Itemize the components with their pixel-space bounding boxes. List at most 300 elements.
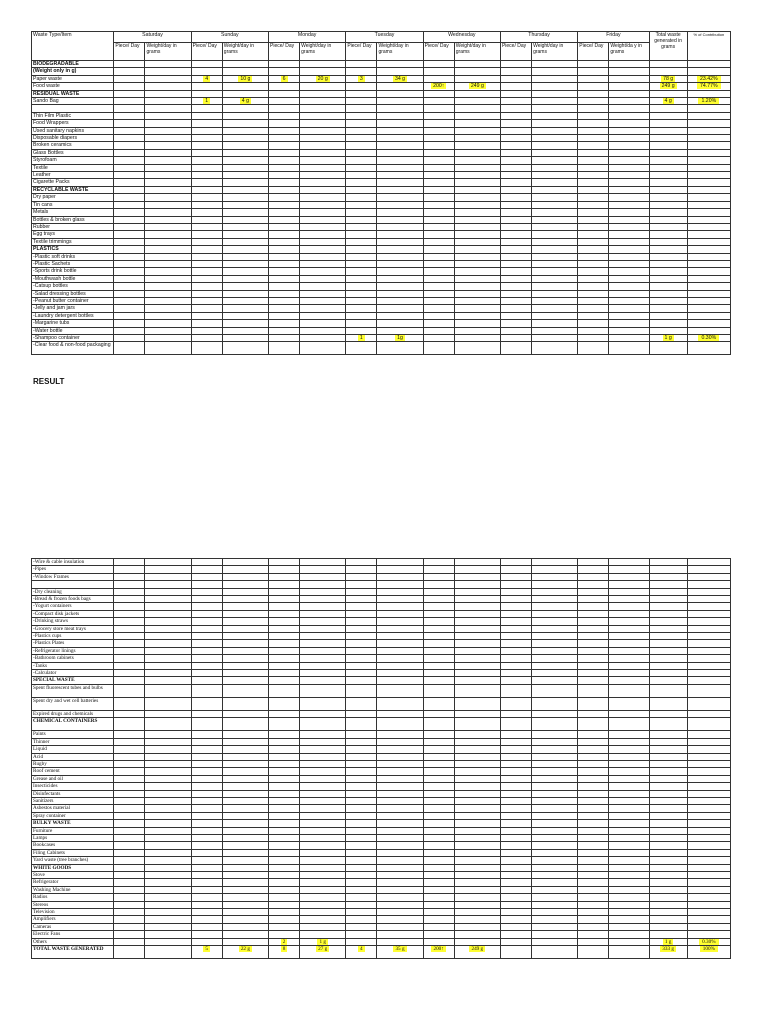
weight-cell [532,335,578,342]
weight-cell [377,209,423,216]
piece-cell [191,83,222,90]
pct-cell [687,305,730,312]
pct-cell [687,335,730,342]
piece-cell [346,738,377,745]
piece-cell [114,923,145,930]
piece-cell [423,783,454,790]
piece-cell [346,879,377,886]
weight-cell [532,864,578,871]
weight-cell [377,618,423,625]
weight-cell [145,90,191,97]
piece-cell [191,677,222,684]
piece-cell [268,768,299,775]
item-label: Amplifiers [32,916,114,923]
table-row [32,834,731,841]
weight-cell [145,931,191,938]
piece-cell [346,603,377,610]
weight-cell [222,68,268,75]
piece-cell [114,127,145,134]
weight-cell [377,633,423,640]
weight-cell [377,768,423,775]
weight-cell [609,783,649,790]
weight-cell [300,618,346,625]
piece-cell [191,697,222,710]
piece-cell [500,164,531,171]
item-label: Cameras [32,923,114,930]
piece-cell [346,849,377,856]
piece-cell [500,335,531,342]
weight-cell [532,805,578,812]
weight-cell [145,112,191,119]
piece-cell [500,246,531,253]
table-row [32,783,731,790]
piece-cell [191,827,222,834]
piece-cell [114,677,145,684]
weight-cell [609,283,649,290]
weight-cell [222,938,268,945]
piece-cell [269,90,300,97]
piece-cell [114,573,145,580]
weight-cell [609,238,649,245]
weight-cell [609,760,649,767]
piece-cell [346,312,377,319]
piece-cell [423,857,454,864]
weight-cell [145,105,191,112]
weight-cell [532,684,578,697]
piece-cell [578,618,609,625]
weight-cell [609,879,649,886]
piece-cell [578,290,609,297]
category-row [32,820,731,827]
weight-cell [532,290,578,297]
piece-cell [578,625,609,632]
piece-cell [268,697,299,710]
weight-cell [377,596,423,603]
piece-cell [269,186,300,193]
weight-cell [609,127,649,134]
piece-cell [578,684,609,697]
total-cell [649,812,687,819]
piece-cell [268,864,299,871]
weight-cell [377,260,423,267]
piece-cell [346,127,377,134]
weight-cell [222,312,268,319]
total-cell [649,305,687,312]
piece-cell [346,223,377,230]
total-cell [649,760,687,767]
piece-cell [268,820,299,827]
item-label: Paints [32,731,114,738]
item-label: -Pipes [32,566,114,573]
piece-cell [114,559,145,566]
piece-cell [346,201,377,208]
weight-cell [222,588,268,595]
pct-cell [687,327,730,334]
weight-cell [377,164,423,171]
weight-cell [532,662,578,669]
item-label: -Peanut butter container [32,297,114,304]
piece-cell [578,797,609,804]
piece-cell [269,149,300,156]
table-row [32,827,731,834]
piece-cell [578,260,609,267]
pct-cell [687,662,730,669]
weight-cell [609,618,649,625]
piece-cell [500,655,531,662]
total-cell [649,753,687,760]
weight-cell [454,872,500,879]
pct-cell [687,588,730,595]
total-cell [649,938,687,945]
piece-cell [423,834,454,841]
weight-cell [145,797,191,804]
piece-cell [191,105,222,112]
weight-cell [222,790,268,797]
weight-cell [145,283,191,290]
piece-cell [578,610,609,617]
piece-cell [268,633,299,640]
piece-cell [578,573,609,580]
weight-cell [145,677,191,684]
weight-cell [454,112,500,119]
piece-cell [346,775,377,782]
waste-table-top [31,31,731,355]
pct-cell [687,135,730,142]
pct-cell [687,253,730,260]
item-label: Styrofoam [32,157,114,164]
piece-cell [423,90,454,97]
item-label: -Plastic Sachets [32,260,114,267]
weight-cell [377,201,423,208]
piece-cell [191,209,222,216]
weight-cell [300,342,346,355]
pct-cell [687,179,730,186]
weight-cell [222,746,268,753]
weight-header: Weight/day in grams [532,42,578,60]
weight-cell [532,938,578,945]
piece-cell [346,640,377,647]
piece-cell [191,231,222,238]
total-cell [649,603,687,610]
piece-cell [500,194,531,201]
weight-cell [532,768,578,775]
piece-cell [269,246,300,253]
total-cell [649,320,687,327]
weight-cell [145,610,191,617]
weight-cell [454,760,500,767]
value-highlight: 200↑ [433,946,444,953]
piece-cell [500,834,531,841]
weight-cell [145,710,191,717]
weight-cell [609,731,649,738]
weight-cell [222,573,268,580]
weight-cell [300,112,346,119]
total-cell [649,849,687,856]
weight-cell [145,201,191,208]
pct-cell [687,790,730,797]
piece-cell [191,135,222,142]
weight-cell [532,305,578,312]
piece-cell [423,194,454,201]
weight-cell [454,238,500,245]
piece-cell [114,61,145,68]
weight-cell [609,738,649,745]
piece-cell [500,718,531,731]
total-cell [649,684,687,697]
pct-cell [687,596,730,603]
piece-cell [346,135,377,142]
weight-cell [454,916,500,923]
piece-cell [268,738,299,745]
weight-cell [532,588,578,595]
piece-cell [500,842,531,849]
piece-cell [191,172,222,179]
piece-cell [578,283,609,290]
piece-cell [423,201,454,208]
total-cell [649,260,687,267]
item-label: -Laundry detergent bottles [32,312,114,319]
item-label: -Salad dressing bottles [32,290,114,297]
weight-cell [377,797,423,804]
weight-cell [300,872,346,879]
piece-cell [268,618,299,625]
weight-cell [377,312,423,319]
piece-cell [578,655,609,662]
weight-cell [145,223,191,230]
piece-cell [423,655,454,662]
table-row [32,931,731,938]
weight-cell [454,179,500,186]
item-label: -Margarine tubs [32,320,114,327]
item-label: Sando Bag [32,98,114,105]
item-label: Yard waste (tree branches) [32,857,114,864]
table-row [32,805,731,812]
piece-cell [346,246,377,253]
piece-cell [423,662,454,669]
piece-cell [346,670,377,677]
piece-cell [269,216,300,223]
piece-cell [346,149,377,156]
weight-cell [222,662,268,669]
weight-cell [300,312,346,319]
piece-cell [500,697,531,710]
item-label: -Bread & frozen foods bags [32,596,114,603]
total-cell [649,216,687,223]
piece-cell [578,768,609,775]
piece-cell [114,297,145,304]
weight-cell [300,172,346,179]
weight-cell [222,209,268,216]
piece-cell [500,290,531,297]
total-cell [649,662,687,669]
piece-cell [191,75,222,82]
total-cell [649,68,687,75]
weight-cell [609,120,649,127]
weight-cell [300,194,346,201]
piece-cell [500,320,531,327]
weight-cell [532,209,578,216]
weight-cell [609,68,649,75]
piece-cell [114,753,145,760]
weight-cell [532,172,578,179]
piece-cell [191,312,222,319]
piece-cell [346,596,377,603]
weight-cell [532,710,578,717]
value-highlight: 4 [205,75,209,82]
weight-cell [222,179,268,186]
weight-cell [609,710,649,717]
weight-cell [222,83,268,90]
weight-cell [300,305,346,312]
piece-cell [578,305,609,312]
total-cell [649,872,687,879]
item-label: -Drinking straws [32,618,114,625]
weight-cell [222,768,268,775]
weight-cell [145,75,191,82]
pct-cell [687,760,730,767]
weight-cell [300,603,346,610]
weight-cell [532,790,578,797]
weight-cell [222,305,268,312]
item-label: Refrigerator [32,879,114,886]
pct-cell [687,753,730,760]
weight-cell [532,783,578,790]
weight-cell [532,753,578,760]
weight-cell [377,246,423,253]
weight-cell [300,335,346,342]
item-label: Roof cement [32,768,114,775]
category-row [32,61,731,68]
piece-cell [346,872,377,879]
weight-cell [609,633,649,640]
piece-cell [269,61,300,68]
pct-cell [687,879,730,886]
weight-cell [377,186,423,193]
piece-cell [268,596,299,603]
piece-cell [268,901,299,908]
table-row [32,260,731,267]
piece-cell [500,231,531,238]
weight-cell [454,149,500,156]
weight-cell [300,275,346,282]
weight-cell [454,201,500,208]
weight-cell [609,342,649,355]
weight-cell [300,684,346,697]
pct-cell [687,610,730,617]
piece-cell [500,268,531,275]
weight-cell [454,746,500,753]
weight-cell [300,223,346,230]
weight-cell [222,677,268,684]
weight-cell [454,231,500,238]
weight-cell [300,633,346,640]
piece-cell [269,142,300,149]
weight-cell [454,305,500,312]
weight-cell [145,753,191,760]
weight-cell [377,216,423,223]
pct-cell [687,746,730,753]
value-highlight: 3 [359,75,363,82]
table-row [32,753,731,760]
weight-cell [377,320,423,327]
weight-cell [532,901,578,908]
weight-cell [222,164,268,171]
piece-cell [114,775,145,782]
piece-cell [346,857,377,864]
table-row [32,640,731,647]
piece-cell [500,275,531,282]
piece-cell [269,283,300,290]
weight-cell [532,581,578,588]
weight-cell [532,647,578,654]
table-row [32,179,731,186]
weight-header: Weight/day in grams [454,42,500,60]
weight-cell [609,201,649,208]
piece-cell [114,105,145,112]
item-label: -Window Frames [32,573,114,580]
piece-cell [268,812,299,819]
weight-cell [609,931,649,938]
piece-cell [346,768,377,775]
weight-cell [454,684,500,697]
pct-cell [687,603,730,610]
value-highlight: 22 g [240,946,250,953]
piece-cell [269,290,300,297]
piece-cell [500,849,531,856]
piece-cell [578,872,609,879]
weight-cell [222,98,268,105]
piece-cell [268,938,299,945]
weight-cell [532,775,578,782]
weight-cell [300,738,346,745]
total-cell [649,149,687,156]
weight-cell [609,573,649,580]
weight-cell [454,633,500,640]
piece-cell [578,834,609,841]
piece-cell [269,98,300,105]
weight-cell [454,135,500,142]
weight-cell [454,596,500,603]
piece-cell [423,625,454,632]
piece-cell [578,179,609,186]
piece-cell [423,216,454,223]
table-row [32,283,731,290]
piece-cell [191,655,222,662]
piece-cell [578,946,609,959]
category-row [32,677,731,684]
weight-cell [377,157,423,164]
piece-cell [423,872,454,879]
weight-cell [532,946,578,959]
piece-cell [191,842,222,849]
piece-cell [191,731,222,738]
weight-cell [532,618,578,625]
piece-cell [500,179,531,186]
weight-cell [609,581,649,588]
weight-cell [532,797,578,804]
total-cell [649,857,687,864]
item-label: Used sanitary napkins [32,127,114,134]
item-label: Egg trays [32,231,114,238]
piece-cell [346,931,377,938]
piece-cell [500,342,531,355]
weight-cell [454,209,500,216]
weight-cell [377,805,423,812]
weight-cell [222,238,268,245]
piece-cell [578,61,609,68]
weight-cell [222,253,268,260]
table-row [32,216,731,223]
